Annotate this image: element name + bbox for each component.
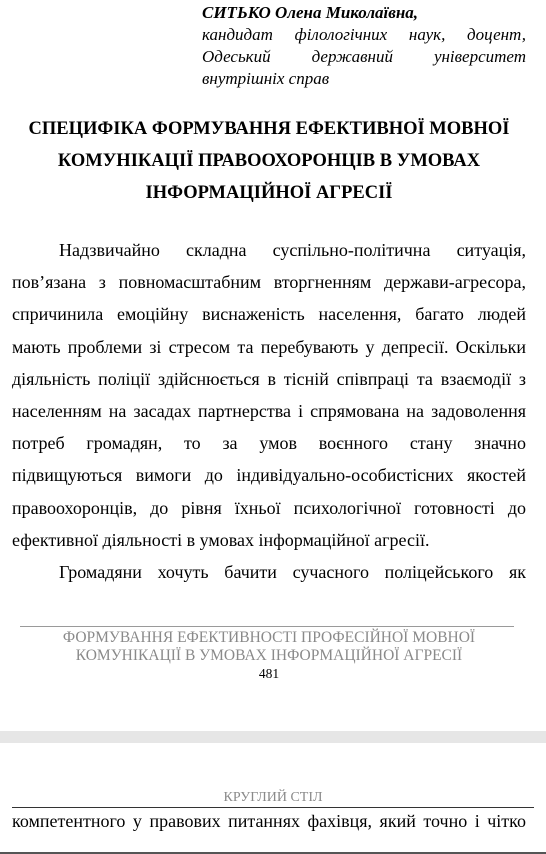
body-line: компетентного у правових питаннях фахівця, який точно і чітко bbox=[12, 811, 526, 831]
body-line: діяльність поліції здійснюється в тісній співпраці та взаємодії з bbox=[12, 368, 526, 389]
header-divider bbox=[12, 807, 534, 808]
next-page-body bbox=[12, 810, 526, 832]
title-line: СПЕЦИФІКА ФОРМУВАННЯ ЕФЕКТИВНОЇ МОВНОЇ bbox=[28, 119, 510, 139]
page-number: 481 bbox=[258, 666, 280, 681]
author-organization-cont: внутрішніх справ bbox=[202, 69, 330, 88]
body-line: ефективної діяльності в умовах інформаційної агресії. bbox=[12, 529, 430, 550]
footer-line: КОМУНІКАЦІЇ В УМОВАХ ІНФОРМАЦІЙНОЇ АГРЕСІЇ bbox=[75, 647, 463, 664]
body-line: мають проблеми зі стресом та перебувають у депресії. Оскільки bbox=[12, 336, 526, 357]
author-organization: Одеський державний університет bbox=[202, 47, 526, 66]
author-degree: кандидат філологічних наук, доцент, bbox=[202, 25, 526, 44]
body-line: підвищуються вимоги до індивідуально-особистісних якостей bbox=[12, 465, 526, 486]
body-line: населенням на засадах партнерства і спрямована на задоволення bbox=[12, 400, 526, 421]
body-line: Громадяни хочуть бачити сучасного поліцейського як bbox=[59, 561, 526, 582]
body-line: потреб громадян, то за умов воєнного стану значно bbox=[12, 433, 526, 454]
body-line: пов’язана з повномасштабним вторгненням держави-агресора, bbox=[12, 272, 526, 293]
title-line: ІНФОРМАЦІЙНОЇ АГРЕСІЇ bbox=[145, 183, 393, 203]
running-header: КРУГЛИЙ СТІЛ bbox=[223, 790, 323, 805]
body-line: правоохоронців, до рівня їхньої психологічної готовності до bbox=[12, 497, 526, 518]
article-title bbox=[12, 113, 526, 209]
author-name: СИТЬКО Олена Миколаївна, bbox=[202, 3, 419, 22]
article-body bbox=[12, 234, 526, 588]
page-gap bbox=[0, 731, 546, 743]
author-block bbox=[202, 2, 526, 90]
footer-line: ФОРМУВАННЯ ЕФЕКТИВНОСТІ ПРОФЕСІЙНОЇ МОВНОЇ bbox=[62, 629, 476, 646]
running-footer bbox=[12, 629, 526, 665]
body-line: Надзвичайно складна суспільно-політична ситуація, bbox=[59, 240, 526, 260]
body-line: спричинила емоційну виснаженість населення, багато людей bbox=[12, 304, 526, 325]
title-line: КОМУНІКАЦІЇ ПРАВООХОРОНЦІВ В УМОВАХ bbox=[57, 151, 481, 171]
footer-divider bbox=[20, 626, 514, 627]
next-page bbox=[0, 743, 546, 854]
